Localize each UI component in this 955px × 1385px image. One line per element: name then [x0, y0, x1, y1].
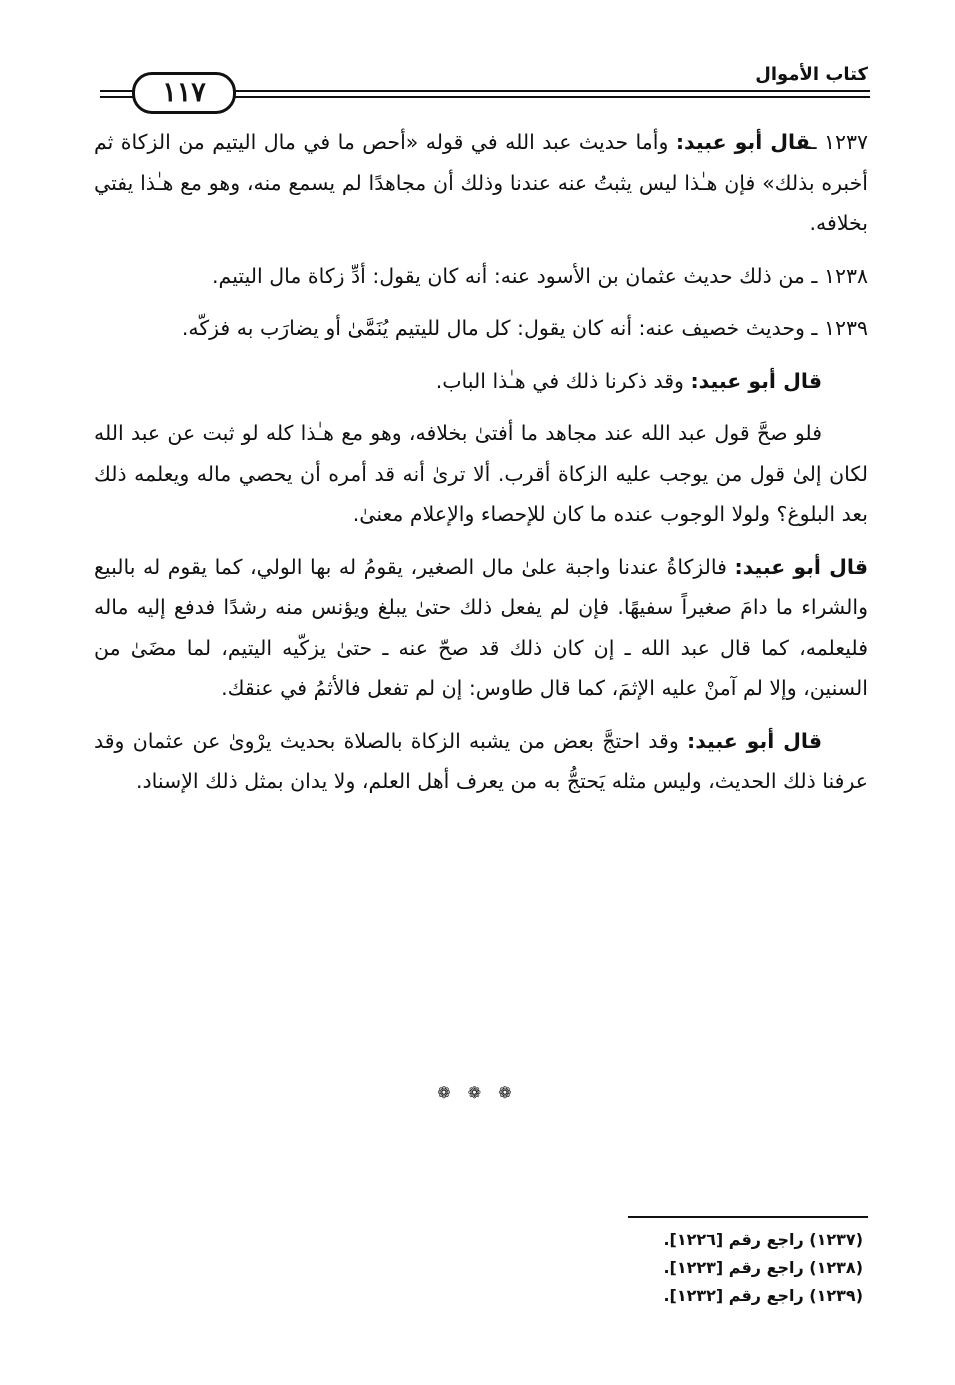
speaker-lead: قال أبو عبيد: — [690, 368, 822, 393]
footnotes — [663, 1226, 863, 1310]
footnote-rule — [628, 1216, 868, 1218]
entry-number: ١٢٣٩ ـ — [811, 316, 868, 340]
speaker-lead: قال أبو عبيد: — [687, 728, 823, 753]
footnote-1238: (١٢٣٨) راجع رقم [١٢٢٣]. — [663, 1258, 863, 1277]
page-number-badge: ١١٧ — [132, 72, 236, 114]
paragraph-text: فالزكاةُ عندنا واجبة علىٰ مال الصغير، يقومُ له بها الولي، كما يقوم له بالبيع والشراء ما دامَ صغيراً سفيهًا. فإن لم يفعل ذلك حتىٰ يبلغ ويؤنس منه رشدًا فدفع إليه ماله فليعلمه، كما قال عبد الله ـ إن كان ذلك قد صحّ عنه ـ حتىٰ يزكّيه اليتيم، لما مضَىٰ من السنين، وإلا لم آمنْ عليه الإثمَ، كما قال طاوس: إن لم تفعل فالأثمُ في عنقك. — [94, 554, 868, 700]
paragraph-text: وحديث خصيف عنه: أنه كان يقول: كل مال لليتيم يُنَمَّىٰ أو يضارَب به فزكّه. — [181, 316, 812, 340]
paragraph-text: وأما حديث عبد الله في قوله «أحص ما في مال اليتيم من الزكاة ثم أخبره بذلك» فإن هـٰذا ليس يثبتُ عنه عندنا وذلك أن مجاهدًا لم يسمع منه، وهو مع هـٰذا يفتي بخلافه. — [94, 130, 868, 235]
paragraph-text: وقد ذكرنا ذلك في هـٰذا الباب. — [435, 368, 691, 393]
page-header — [100, 58, 870, 120]
paragraph-commentary — [94, 413, 868, 535]
paragraph-1237 — [94, 122, 868, 244]
paragraph-1238 — [94, 256, 868, 297]
main-text — [94, 122, 868, 814]
paragraph-1239 — [94, 308, 868, 349]
section-separator: ❁ ❁ ❁ — [437, 1083, 518, 1102]
paragraph-abu-ubaid-3 — [94, 721, 868, 802]
paragraph-abu-ubaid-1 — [94, 361, 868, 402]
paragraph-abu-ubaid-2 — [94, 547, 868, 709]
book-title: كتاب الأموال — [755, 64, 868, 85]
footnote-1239: (١٢٣٩) راجع رقم [١٢٣٢]. — [663, 1286, 863, 1305]
speaker-lead: قال أبو عبيد: — [675, 130, 811, 154]
footnote-1237: (١٢٣٧) راجع رقم [١٢٢٦]. — [663, 1230, 863, 1249]
paragraph-text: وقد احتجَّ بعض من يشبه الزكاة بالصلاة بحديث يرْوىٰ عن عثمان وقد عرفنا ذلك الحديث، وليس مثله يَحتجُّ به من يعرف أهل العلم، ولا يدان بمثل ذلك الإسناد. — [94, 728, 868, 793]
entry-number: ١٢٣٨ ـ — [811, 263, 868, 288]
paragraph-text: من ذلك حديث عثمان بن الأسود عنه: أنه كان يقول: أدِّ زكاة مال اليتيم. — [212, 263, 812, 288]
paragraph-text: فلو صحَّ قول عبد الله عند مجاهد ما أفتىٰ بخلافه، وهو مع هـٰذا كله لو ثبت عن عبد الله لكان إلىٰ قول من يوجب عليه الزكاة أقرب. ألا ترىٰ أنه قد أمره أن يحصي ماله ويعلمه ذلك بعد البلوغ؟ ولولا الوجوب عنده ما كان للإحصاء والإعلام معنىٰ. — [94, 421, 868, 526]
speaker-lead: قال أبو عبيد: — [734, 554, 868, 579]
entry-number: ١٢٣٧ ـ — [810, 130, 868, 154]
